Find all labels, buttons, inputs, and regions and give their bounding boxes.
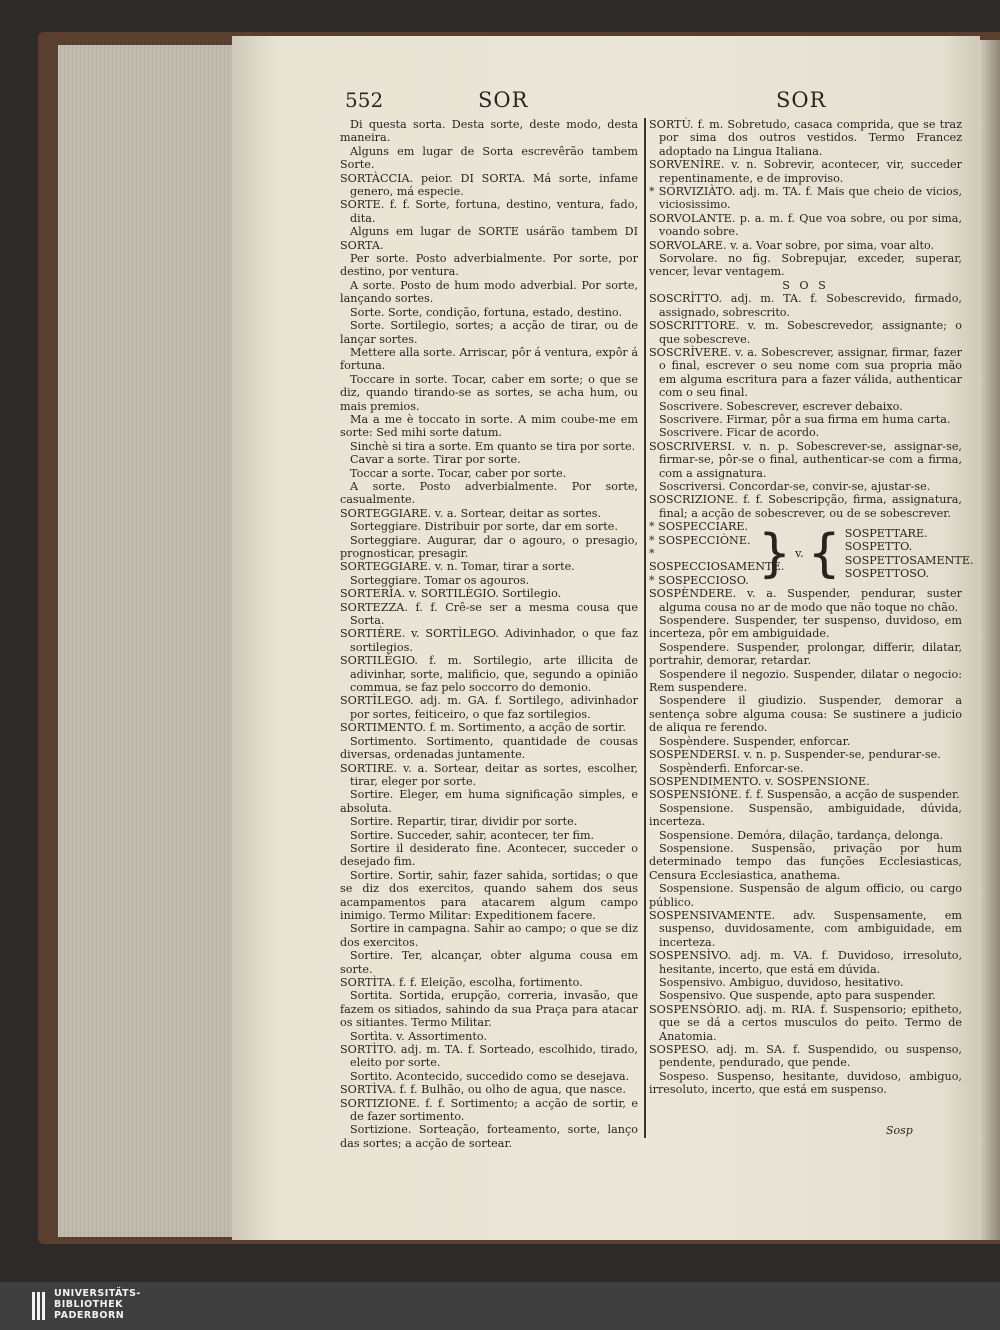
group-item: * SOSPECCIARE. <box>649 520 749 534</box>
footer-bar <box>0 1282 1000 1330</box>
entry-sense: Sospendere il giudizio. Suspender, demorar a sentença sobre alguma cousa: Se sustinere a judicio de aliqua re ferendo. <box>649 694 962 735</box>
brace-icon: } <box>758 523 792 584</box>
group-item: SOSPETTOSAMENTE. <box>844 553 974 567</box>
entry-sense: Sospendere. Suspender, ter suspenso, duvidoso, em incerteza, pôr em ambiguidade. <box>649 614 962 641</box>
brace-icon: { <box>807 523 841 584</box>
dictionary-entry: SORVOLANTE. p. a. m. f. Que voa sobre, ou por sima, voando sobre. <box>649 211 962 239</box>
entry-sense: Sorte. Sortilegio, sortes; a acção de tirar, ou de lançar sortes. <box>340 319 638 346</box>
group-middle: v. <box>795 547 804 560</box>
entry-sense: Alguns em lugar de Sorta escrevêrão tambem Sorte. <box>340 144 638 172</box>
entry-sense: Sortimento. Sortimento, quantidade de cousas diversas, ordenadas juntamente. <box>340 734 638 762</box>
entry-sense: Sospensivo. Ambiguo, duvidoso, hesitativo. <box>659 976 904 989</box>
dictionary-entry: SORVENÌRE. v. n. Sobrevir, acontecer, vir, succeder repentinamente, e de improviso. <box>649 158 962 185</box>
dictionary-entry: * SORVIZIÀTO. adj. m. TA. f. Mais que cheio de vicios, viciosissimo. <box>649 185 962 212</box>
page-edges <box>58 45 233 1237</box>
dictionary-entry: SORTIÈRE. v. SORTÌLEGO. Adivinhador, o que faz sortilegios. <box>340 627 638 654</box>
entry-sense: Soscrivere. Sobescrever, escrever debaixo. <box>659 399 903 413</box>
dictionary-entry: SOSPENSIVAMENTE. adv. Suspensamente, em suspenso, duvidosamente, com ambiguidade, em incerteza. <box>649 908 962 949</box>
dictionary-entry: SOSCRÌTTO. adj. m. TA. f. Sobescrevido, firmado, assignado, sobrescrito. <box>649 292 962 319</box>
dictionary-entry: SORTILÈGIO. f. m. Sortilegio, arte illicita de adivinhar, sorte, malificio, que, segundo a opinião commua, se faz pelo soccorro do demonio. <box>340 654 638 695</box>
dictionary-entry: SOSPÈNDERE. v. a. Suspender, pendurar, suster alguma cousa no ar de modo que não toque no chão. <box>649 587 962 614</box>
entry-sense: A sorte. Posto de hum modo adverbial. Por sorte, lançando sortes. <box>340 278 638 306</box>
dictionary-entry: SOSCRIZIONE. f. f. Sobescripção, firma, assignatura, final; a acção de sobescrever, ou de se sobescrever. <box>649 493 962 520</box>
entry-sense: Sospendere il negozio. Suspender, dilatar o negocio: Rem suspendere. <box>649 667 962 695</box>
entry-sense: Di questa sorta. Desta sorte, deste modo, desta maneira. <box>340 118 638 145</box>
dictionary-entry: SORTÀCCIA. peior. DI SORTA. Má sorte, infame genero, má especie. <box>340 171 638 199</box>
header-left: SOR <box>478 88 529 112</box>
entry-sense: Sospendere. Suspender, prolongar, differir, dilatar, portrahir, demorar, retardar. <box>649 640 962 668</box>
entry-sense: Sortito. Acontecido, succedido como se desejava. <box>350 1069 630 1083</box>
header-right: SOR <box>776 88 827 112</box>
entry-sense: A sorte. Posto adverbialmente. Por sorte, casualmente. <box>340 479 638 507</box>
dictionary-entry: SOSCRÌVERE. v. a. Sobescrever, assignar, firmar, fazer o final, escrever o seu nome com sua propria mão em alguma escritura para a fazer válida, authenticar com o seu final. <box>649 345 962 400</box>
library-logo-icon <box>32 1292 46 1320</box>
dictionary-entry: SOSPENSÌVO. adj. m. VA. f. Duvidoso, irresoluto, hesitante, incerto, que está em dúvida. <box>649 949 962 976</box>
entry-sense: Soscrivere. Ficar de acordo. <box>659 426 820 440</box>
entry-sense: Sospeso. Suspenso, hesitante, duvidoso, ambiguo, irresoluto, incerto, que está em suspenso. <box>649 1069 962 1097</box>
entry-sense: Sortire. Eleger, em huma significação simples, e absoluta. <box>340 788 638 815</box>
dictionary-entry: SORTIMENTO. f. m. Sortimento, a acção de sortir. <box>340 721 626 735</box>
dictionary-entry: SORVOLARE. v. a. Voar sobre, por sima, voar alto. <box>649 238 935 252</box>
dictionary-entry: SOSPENDIMENTO. v. SOSPENSIONE. <box>649 774 870 788</box>
dictionary-entry: SORTIRE. v. a. Sortear, deitar as sortes, escolher, tirar, eleger por sorte. <box>340 761 638 788</box>
entry-sense: Sospensione. Suspensão, privação por hum determinado tempo das funções Ecclesiasticas, Censura Ecclesiastica, anathema. <box>649 841 962 882</box>
dictionary-entry: SOSPENSIÒNE. f. f. Suspensão, a acção de suspender. <box>649 788 960 802</box>
dictionary-entry: SORTEGGIARE. v. n. Tomar, tirar a sorte. <box>340 560 575 574</box>
entry-sense: Soscrivere. Firmar, pôr a sua firma em huma carta. <box>659 412 951 426</box>
dictionary-entry: SOSPENDERSI. v. n. p. Suspender-se, pendurar-se. <box>649 748 941 762</box>
dictionary-entry: SOSCRIVERSI. v. n. p. Sobescrever-se, assignar-se, firmar-se, pôr-se o final, authenticar-se com a firma, com a assignatura. <box>649 439 962 480</box>
entry-sense: Sinchè si tira a sorte. Em quanto se tira por sorte. <box>350 439 636 453</box>
library-name <box>54 1288 141 1321</box>
group-right-list <box>844 526 974 581</box>
catchword: Sosp <box>886 1124 913 1137</box>
group-item: SOSPETTO. <box>844 540 913 554</box>
dictionary-entry: SORTÌTO. adj. m. TA. f. Sorteado, escolhido, tirado, eleito por sorte. <box>340 1043 638 1070</box>
dictionary-entry: SOSPESO. adj. m. SA. f. Suspendido, ou suspenso, pendente, pendurado, que pende. <box>649 1043 962 1070</box>
entry-sense: Sortìta. v. Assortimento. <box>350 1029 487 1043</box>
entry-sense: Mettere alla sorte. Arriscar, pôr á ventura, expôr á fortuna. <box>340 345 638 373</box>
right-column-bottom <box>649 587 962 1096</box>
dictionary-entry: SORTÌVA. f. f. Bulhão, ou olho de agua, que nasce. <box>340 1083 626 1097</box>
right-column-middle <box>649 292 962 520</box>
group-left-list <box>649 520 785 587</box>
entry-sense: Sorvolare. no fig. Sobrepujar, exceder, superar, vencer, levar ventagem. <box>649 252 962 279</box>
library-line: BIBLIOTHEK <box>54 1299 123 1310</box>
cross-reference-group <box>649 520 974 587</box>
library-line: UNIVERSITÄTS- <box>54 1288 141 1299</box>
entry-sense: Sortire in campagna. Sahir ao campo; o que se diz dos exercitos. <box>340 922 638 949</box>
group-item: * SOSPECCIOSO. <box>649 573 749 587</box>
left-column <box>340 118 638 1150</box>
entry-sense: Sortire. Ter, alcançar, obter alguma cousa em sorte. <box>340 949 638 976</box>
group-item: SOSPETTOSO. <box>844 567 929 581</box>
right-column-top <box>649 118 962 279</box>
entry-sense: Sorteggiare. Tomar os agouros. <box>350 573 530 587</box>
entry-sense: Sortire. Sortir, sahir, fazer sahida, sortidas; o que se diz dos exercitos, quando sahem dos seus acampamentos para atacarem algum campo inimigo. Termo Militar: Expeditionem facere. <box>340 868 638 922</box>
entry-sense: Per sorte. Posto adverbialmente. Por sorte, por destino, por ventura. <box>340 252 638 279</box>
right-column <box>649 118 974 1097</box>
entry-sense: Sortire il desiderato fine. Acontecer, succeder o desejado fim. <box>340 841 638 869</box>
entry-sense: Sospensivo. Que suspende, apto para suspender. <box>659 989 936 1003</box>
dictionary-entry: SORTEZZA. f. f. Crê-se ser a mesma cousa que Sorta. <box>340 600 638 628</box>
page-right-edge <box>978 40 1000 1240</box>
entry-sense: Sorteggiare. Augurar, dar o agouro, o presagio, prognosticar, presagir. <box>340 533 638 560</box>
dictionary-entry: SORTEGGIARE. v. a. Sortear, deitar as sortes. <box>340 506 602 520</box>
entry-sense: Cavar a sorte. Tirar por sorte. <box>350 453 521 467</box>
entry-sense: Sortita. Sortida, erupção, correria, invasão, que fazem os sitiados, sahindo da sua Praça para atacar os sitiantes. Termo Militar. <box>340 989 638 1030</box>
dictionary-entry: SORTIZIONE. f. f. Sortimento; a acção de sortir, e de fazer sortimento. <box>340 1096 638 1124</box>
dictionary-entry: SORTERÌA. v. SORTILÈGIO. Sortilegio. <box>340 587 562 601</box>
entry-sense: Sospèndere. Suspender, enforcar. <box>659 734 851 748</box>
entry-sense: Sospensione. Suspensão de algum officio, ou cargo público. <box>649 882 962 909</box>
entry-sense: Sorteggiare. Distribuir por sorte, dar em sorte. <box>350 520 618 534</box>
dictionary-entry: SOSCRITTORE. v. m. Sobescrevedor, assignante; o que sobescreve. <box>649 319 962 346</box>
library-line: PADERBORN <box>54 1310 125 1321</box>
dictionary-entry: SORTE. f. f. Sorte, fortuna, destino, ventura, fado, dita. <box>340 198 638 225</box>
column-rule <box>644 118 646 1138</box>
page-number: 552 <box>345 88 384 112</box>
dictionary-entry: SORTÌLEGO. adj. m. GA. f. Sortilego, adivinhador por sortes, feiticeiro, o que faz sortilegios. <box>340 694 638 721</box>
entry-sense: Sortire. Succeder, sahir, acontecer, ter fim. <box>350 828 595 842</box>
entry-sense: Sortizione. Sorteação, forteamento, sorte, lanço das sortes; a acção de sortear. <box>340 1123 638 1150</box>
entry-sense: Sorte. Sorte, condição, fortuna, estado, destino. <box>350 305 623 319</box>
dictionary-entry: SOSPENSÒRIO. adj. m. RIA. f. Suspensorio; epitheto, que se dá a certos musculos do peito. Termo de Anatomia. <box>649 1002 962 1043</box>
dictionary-entry: SORTÙ. f. m. Sobretudo, casaca comprida, que se traz por sima dos outros vestidos. Termo Francez adoptado na Lingua Italiana. <box>649 118 962 158</box>
dictionary-entry: SORTÌTA. f. f. Eleição, escolha, fortimento. <box>340 976 583 989</box>
entry-sense: Sospènderfi. Enforcar-se. <box>659 761 804 775</box>
entry-sense: Soscriversi. Concordar-se, convir-se, ajustar-se. <box>659 479 931 493</box>
entry-sense: Sospensione. Demóra, dilação, tardança, delonga. <box>659 828 944 842</box>
group-item: SOSPETTARE. <box>844 526 928 540</box>
group-item: * SOSPECCIÒNE. <box>649 533 751 547</box>
entry-sense: Sortire. Repartir, tirar, dividir por sorte. <box>350 815 578 829</box>
entry-sense: Toccare in sorte. Tocar, caber em sorte; o que se diz, quando tirando-se as sortes, se acha hum, ou mais premios. <box>340 372 638 413</box>
entry-sense: Ma a me è toccato in sorte. A mim coube-me em sorte: Sed mihi sorte datum. <box>340 412 638 440</box>
group-item: * SOSPECCIOSAMENTE. <box>649 547 785 574</box>
entry-sense: Toccar a sorte. Tocar, caber por sorte. <box>350 466 567 480</box>
entry-sense: Sospensione. Suspensão, ambiguidade, dúvida, incerteza. <box>649 801 962 829</box>
section-heading-sos: S O S <box>782 278 829 292</box>
entry-sense: Alguns em lugar de SORTE usárão tambem DI SORTA. <box>340 225 638 252</box>
